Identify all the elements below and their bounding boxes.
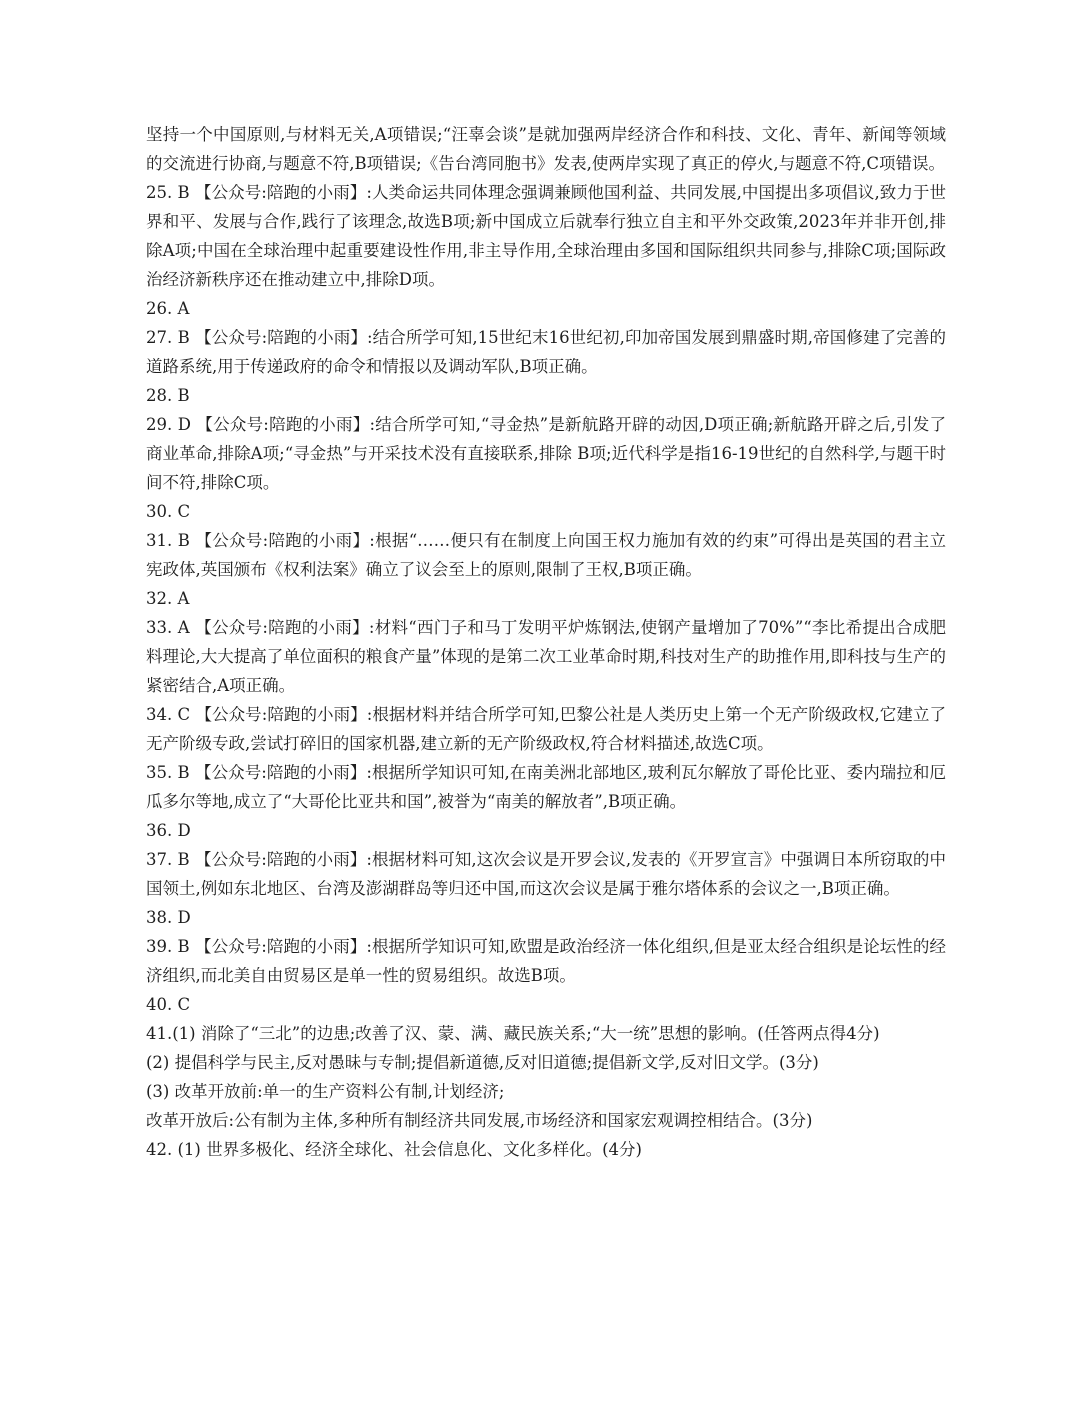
answer-30: 30. C bbox=[146, 502, 191, 521]
answer-41-part-3-after: 改革开放后:公有制为主体,多种所有制经济共同发展,市场经济和国家宏观调控相结合。(3分) bbox=[146, 1111, 813, 1130]
answer-41-part-2: (2) 提倡科学与民主,反对愚昧与专制;提倡新道德,反对旧道德;提倡新文学,反对旧文学。(3分) bbox=[146, 1053, 819, 1072]
answer-37: 37. B 【公众号:陪跑的小雨】:根据材料可知,这次会议是开罗会议,发表的《开罗宣言》中强调日本所窃取的中国领土,例如东北地区、台湾及澎湖群岛等归还中国,而这次会议是属于雅尔塔体系的会议之一,B项正确。 bbox=[146, 850, 946, 898]
answer-41-part-3-before: (3) 改革开放前:单一的生产资料公有制,计划经济; bbox=[146, 1082, 505, 1101]
answer-33: 33. A 【公众号:陪跑的小雨】:材料“西门子和马丁发明平炉炼钢法,使钢产量增加了70%”“李比希提出合成肥料理论,大大提高了单位面积的粮食产量”体现的是第二次工业革命时期,科技对生产的助推作用,即科技与生产的紧密结合,A项正确。 bbox=[146, 618, 946, 695]
answer-35: 35. B 【公众号:陪跑的小雨】:根据所学知识可知,在南美洲北部地区,玻利瓦尔解放了哥伦比亚、委内瑞拉和厄瓜多尔等地,成立了“大哥伦比亚共和国”,被誉为“南美的解放者”,B项正确。 bbox=[146, 763, 946, 811]
answer-34: 34. C 【公众号:陪跑的小雨】:根据材料并结合所学可知,巴黎公社是人类历史上第一个无产阶级政权,它建立了无产阶级专政,尝试打碎旧的国家机器,建立新的无产阶级政权,符合材料描述,故选C项。 bbox=[146, 705, 946, 753]
answer-41-part-1: 41.(1) 消除了“三北”的边患;改善了汉、蒙、满、藏民族关系;“大一统”思想的影响。(任答两点得4分) bbox=[146, 1024, 880, 1043]
answer-26: 26. A bbox=[146, 299, 190, 318]
answer-28: 28. B bbox=[146, 386, 190, 405]
answer-27: 27. B 【公众号:陪跑的小雨】:结合所学可知,15世纪末16世纪初,印加帝国发展到鼎盛时期,帝国修建了完善的道路系统,用于传递政府的命令和情报以及调动军队,B项正确。 bbox=[146, 328, 946, 376]
answer-text-continuation: 坚持一个中国原则,与材料无关,A项错误;“汪辜会谈”是就加强两岸经济合作和科技、文化、青年、新闻等领域的交流进行协商,与题意不符,B项错误;《告台湾同胞书》发表,使两岸实现了真正的停火,与题意不符,C项错误。 bbox=[146, 125, 946, 173]
answer-40: 40. C bbox=[146, 995, 191, 1014]
answer-document bbox=[146, 120, 946, 1164]
answer-25: 25. B 【公众号:陪跑的小雨】:人类命运共同体理念强调兼顾他国利益、共同发展,中国提出多项倡议,致力于世界和平、发展与合作,践行了该理念,故选B项;新中国成立后就奉行独立自主和平外交政策,2023年并非开创,排除A项;中国在全球治理中起重要建设性作用,非主导作用,全球治理由多国和国际组织共同参与,排除C项;国际政治经济新秩序还在推动建立中,排除D项。 bbox=[146, 183, 946, 289]
answer-39: 39. B 【公众号:陪跑的小雨】:根据所学知识可知,欧盟是政治经济一体化组织,但是亚太经合组织是论坛性的经济组织,而北美自由贸易区是单一性的贸易组织。故选B项。 bbox=[146, 937, 946, 985]
answer-36: 36. D bbox=[146, 821, 191, 840]
answer-42-part-1: 42. (1) 世界多极化、经济全球化、社会信息化、文化多样化。(4分) bbox=[146, 1140, 642, 1159]
answer-31: 31. B 【公众号:陪跑的小雨】:根据“……便只有在制度上向国王权力施加有效的约束”可得出是英国的君主立宪政体,英国颁布《权利法案》确立了议会至上的原则,限制了王权,B项正确。 bbox=[146, 531, 946, 579]
answer-32: 32. A bbox=[146, 589, 190, 608]
answer-38: 38. D bbox=[146, 908, 191, 927]
answer-29: 29. D 【公众号:陪跑的小雨】:结合所学可知,“寻金热”是新航路开辟的动因,D项正确;新航路开辟之后,引发了商业革命,排除A项;“寻金热”与开采技术没有直接联系,排除 B项;近代科学是指16-19世纪的自然科学,与题干时间不符,排除C项。 bbox=[146, 415, 946, 492]
